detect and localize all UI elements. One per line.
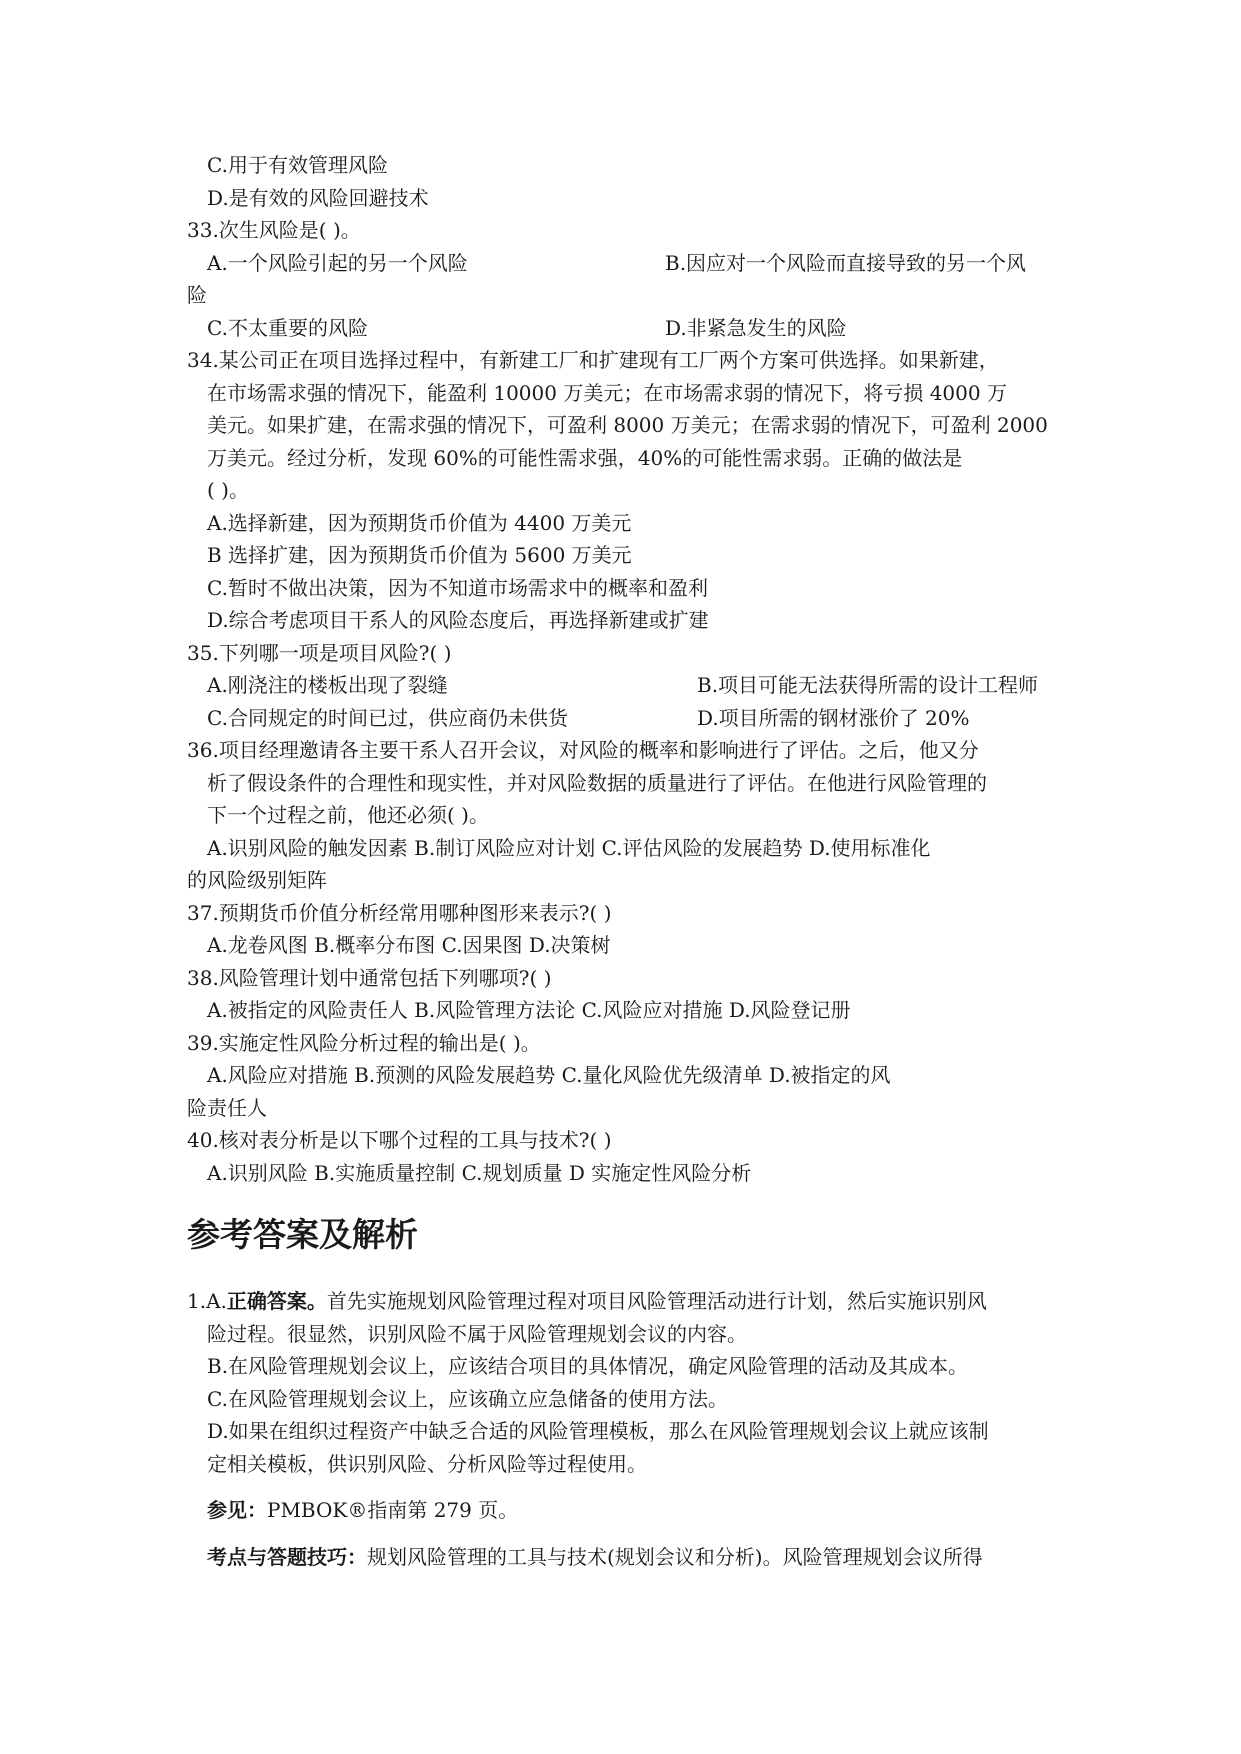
answer-1-reference <box>187 1494 1067 1527</box>
q32-option-d: D.是有效的风险回避技术 <box>207 185 429 210</box>
q38-stem: 38.风险管理计划中通常包括下列哪项?( ) <box>187 965 552 990</box>
q34-stem-line-1: 34.某公司正在项目选择过程中，有新建工厂和扩建现有工厂两个方案可供选择。如果新建， <box>187 348 999 372</box>
q36-stem-line-3: 下一个过程之前，他还必须( )。 <box>207 803 489 827</box>
q33-option-b-wrap: 险 <box>187 283 207 307</box>
q33-stem: 33.次生风险是( )。 <box>187 218 361 242</box>
q33-options-row2 <box>187 312 1067 345</box>
answer-1-correct-label: 正确答案。 <box>226 1289 327 1313</box>
q34-option-a: A.选择新建，因为预期货币价值为 4400 万美元 <box>207 510 632 535</box>
q40-options: A.识别风险 B.实施质量控制 C.规划质量 D 实施定性风险分析 <box>207 1160 752 1185</box>
q32-option-c: C.用于有效管理风险 <box>207 153 388 177</box>
q33-option-a: A.一个风险引起的另一个风险 <box>207 250 468 275</box>
q33-option-b: B.因应对一个风险而直接导致的另一个风 <box>665 250 1027 275</box>
answer-1-line-2: 险过程。很显然，识别风险不属于风险管理规划会议的内容。 <box>207 1321 747 1346</box>
q37-stem: 37.预期货币价值分析经常用哪种图形来表示?( ) <box>187 900 612 925</box>
answer-1-prefix: 1.A. <box>187 1289 227 1313</box>
q36-options-line-1: A.识别风险的触发因素 B.制订风险应对计划 C.评估风险的发展趋势 D.使用标准化 <box>207 835 931 860</box>
answer-1-option-b: B.在风险管理规划会议上，应该结合项目的具体情况，确定风险管理的活动及其成本。 <box>207 1354 969 1378</box>
tip-text: 规划风险管理的工具与技术(规划会议和分析)。风险管理规划会议所得 <box>367 1544 983 1569</box>
q33-options-row1 <box>187 247 1067 280</box>
answer-1-option-c: C.在风险管理规划会议上，应该确立应急储备的使用方法。 <box>207 1386 728 1411</box>
q33-option-c: C.不太重要的风险 <box>207 315 368 340</box>
q35-options-row2 <box>187 702 1067 735</box>
answer-1-line-1 <box>187 1285 1067 1318</box>
q35-option-a: A.刚浇注的楼板出现了裂缝 <box>207 673 448 697</box>
answer-1-explanation: 首先实施规划风险管理过程对项目风险管理活动进行计划，然后实施识别风 <box>326 1289 987 1313</box>
q35-stem: 35.下列哪一项是项目风险?( ) <box>187 640 452 665</box>
answers-heading: 参考答案及解析 <box>187 1215 418 1254</box>
q35-option-c: C.合同规定的时间已过，供应商仍未供货 <box>207 705 568 730</box>
q34-stem-line-2: 在市场需求强的情况下，能盈利 10000 万美元；在市场需求弱的情况下，将亏损 4000 万 <box>207 380 1007 405</box>
document-body <box>187 149 1067 1573</box>
q34-option-d: D.综合考虑项目干系人的风险态度后，再选择新建或扩建 <box>207 608 709 632</box>
q34-option-b: B 选择扩建，因为预期货币价值为 5600 万美元 <box>207 543 632 567</box>
q38-options: A.被指定的风险责任人 B.风险管理方法论 C.风险应对措施 D.风险登记册 <box>207 998 851 1022</box>
q35-options-row1 <box>187 669 1067 702</box>
reference-text: PMBOK®指南第 279 页。 <box>267 1498 519 1522</box>
q39-options-line-2: 险责任人 <box>187 1095 267 1120</box>
q34-stem-line-4: 万美元。经过分析，发现 60%的可能性需求强，40%的可能性需求弱。正确的做法是 <box>207 445 963 470</box>
q37-options: A.龙卷风图 B.概率分布图 C.因果图 D.决策树 <box>207 933 611 957</box>
q40-stem: 40.核对表分析是以下哪个过程的工具与技术?( ) <box>187 1128 612 1152</box>
answer-1-option-d-line-1: D.如果在组织过程资产中缺乏合适的风险管理模板，那么在风险管理规划会议上就应该制 <box>207 1419 989 1443</box>
q39-stem: 39.实施定性风险分析过程的输出是( )。 <box>187 1030 541 1055</box>
q36-stem-line-1: 36.项目经理邀请各主要干系人召开会议，对风险的概率和影响进行了评估。之后，他又分 <box>187 738 979 762</box>
q34-stem-line-3: 美元。如果扩建，在需求强的情况下，可盈利 8000 万美元；在需求弱的情况下，可盈利 2000 <box>207 413 1048 437</box>
q33-option-d: D.非紧急发生的风险 <box>665 315 847 340</box>
tip-label: 考点与答题技巧： <box>207 1544 367 1569</box>
q36-options-line-2: 的风险级别矩阵 <box>187 868 327 892</box>
q34-option-c: C.暂时不做出决策，因为不知道市场需求中的概率和盈利 <box>207 575 708 600</box>
q35-option-d: D.项目所需的钢材涨价了 20% <box>697 705 970 730</box>
q36-stem-line-2: 析了假设条件的合理性和现实性，并对风险数据的质量进行了评估。在他进行风险管理的 <box>207 770 987 795</box>
answer-1-option-d-line-2: 定相关模板，供识别风险、分析风险等过程使用。 <box>207 1451 647 1476</box>
answer-1-tip <box>187 1541 1067 1574</box>
q35-option-b: B.项目可能无法获得所需的设计工程师 <box>697 673 1039 697</box>
reference-label: 参见： <box>207 1498 267 1522</box>
q39-options-line-1: A.风险应对措施 B.预测的风险发展趋势 C.量化风险优先级清单 D.被指定的风 <box>207 1063 891 1087</box>
q34-stem-line-5: ( )。 <box>207 478 249 502</box>
